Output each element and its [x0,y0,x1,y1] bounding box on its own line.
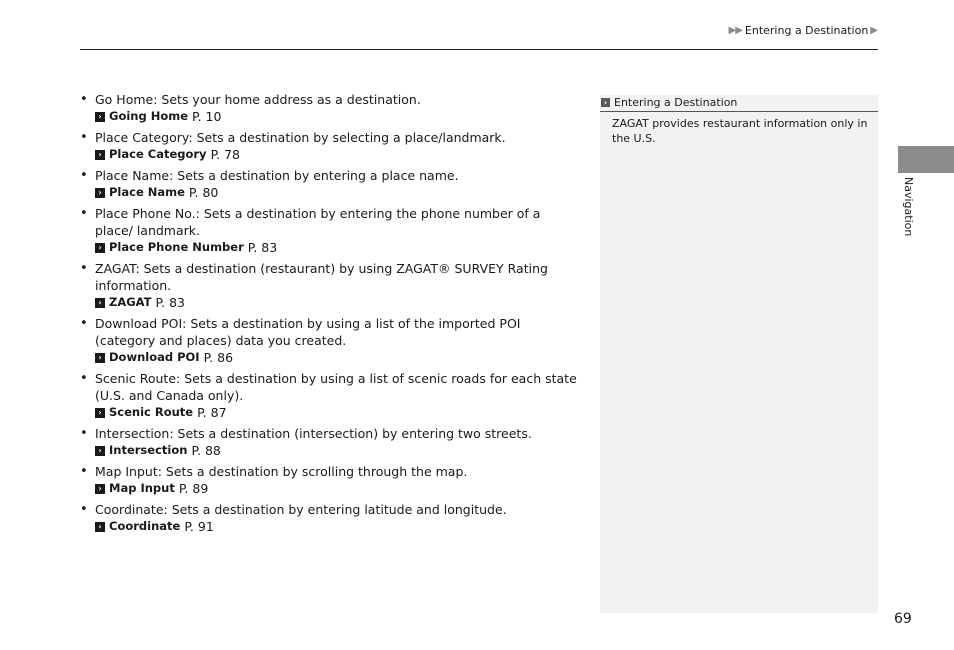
item-text: : Sets a destination by scrolling through the map. [157,464,468,479]
reference-arrow-icon: › [95,353,105,363]
item-description [95,463,580,480]
item-description [95,205,580,239]
bullet: • [80,130,88,145]
item-term: Download POI [95,316,183,331]
item-description [95,315,580,349]
cross-reference-link[interactable] [95,480,580,497]
breadcrumb [729,24,877,37]
cross-reference-link[interactable] [95,108,580,125]
reference-arrow-icon: › [95,188,105,198]
item-description [95,501,580,518]
sidebar-note-body: ZAGAT provides restaurant information only in the U.S. [612,117,868,145]
item-text: : Sets a destination by using a list of scenic roads for each state (U.S. and Canada only). [95,371,577,403]
reference-page: P. 87 [197,405,227,420]
section-tab-label: Navigation [902,177,915,237]
item-text: : Sets a destination by selecting a place/landmark. [188,130,506,145]
reference-page: P. 10 [192,109,222,124]
list-item [80,129,580,163]
reference-page: P. 83 [247,240,278,255]
triangle-right-icon: ▶▶ [728,25,742,36]
list-item [80,501,580,535]
item-description [95,260,580,294]
reference-title: Place Name [109,185,185,199]
list-item [80,205,580,256]
item-description [95,129,580,146]
bullet: • [80,168,88,183]
reference-arrow-icon: › [95,150,105,160]
list-item [80,370,580,421]
item-term: ZAGAT [95,261,136,276]
breadcrumb-text: Entering a Destination [744,24,869,37]
list-item [80,167,580,201]
bullet: • [80,261,88,276]
item-text: : Sets a destination by using a list of the imported POI (category and places) data you created. [95,316,521,348]
cross-reference-link[interactable] [95,239,580,256]
page-number: 69 [894,611,912,627]
reference-arrow-icon: › [95,522,105,532]
item-term: Scenic Route [95,371,177,386]
reference-title: Scenic Route [109,405,194,419]
item-text: : Sets a destination by entering latitude and longitude. [163,502,507,517]
reference-title: Coordinate [109,519,181,533]
list-item [80,260,580,311]
item-text: : Sets your home address as a destination. [153,92,421,107]
reference-title: Download POI [109,350,200,364]
bullet: • [80,464,88,479]
item-text: : Sets a destination by entering a place name. [169,168,459,183]
item-term: Place Category [95,130,189,145]
cross-reference-link[interactable] [95,518,580,535]
reference-title: Place Phone Number [109,240,244,254]
reference-page: P. 78 [210,147,241,162]
reference-arrow-icon: › [95,408,105,418]
item-term: Map Input [95,464,158,479]
cross-reference-link[interactable] [95,294,580,311]
reference-title: Intersection [109,443,188,457]
item-text: : Sets a destination (restaurant) by using ZAGAT® SURVEY Rating information. [95,261,548,293]
item-description [95,370,580,404]
reference-page: P. 86 [203,350,234,365]
sidebar-note-heading [600,95,878,112]
reference-arrow-icon: › [95,298,105,308]
cross-reference-link[interactable] [95,146,580,163]
item-term: Intersection [95,426,170,441]
reference-page: P. 88 [191,443,221,458]
reference-title: Place Category [109,147,207,161]
sidebar-note [600,95,878,613]
bullet: • [80,92,88,107]
section-tab [898,146,954,173]
triangle-right-icon: ▶ [870,25,877,36]
item-description [95,167,580,184]
bullet: • [80,426,88,441]
reference-arrow-icon: › [95,243,105,253]
item-term: Go Home [95,92,154,107]
item-term: Place Name [95,168,170,183]
cross-reference-link[interactable] [95,442,580,459]
bullet: • [80,371,88,386]
sidebar-note-title: Entering a Destination [614,96,738,109]
item-term: Place Phone No. [95,206,196,221]
item-text: : Sets a destination by entering the phone number of a place/ landmark. [95,206,541,238]
reference-page: P. 83 [155,295,185,310]
reference-arrow-icon: › [601,98,610,107]
bullet: • [80,316,88,331]
item-description [95,91,580,108]
reference-arrow-icon: › [95,112,105,122]
list-item [80,315,580,366]
reference-title: Map Input [109,481,175,495]
reference-arrow-icon: › [95,484,105,494]
bullet: • [80,502,88,517]
header-divider [80,49,878,50]
item-description [95,425,580,442]
reference-title: Going Home [109,109,189,123]
reference-arrow-icon: › [95,446,105,456]
reference-title: ZAGAT [109,295,152,309]
reference-page: P. 89 [178,481,209,496]
cross-reference-link[interactable] [95,349,580,366]
item-term: Coordinate [95,502,164,517]
reference-page: P. 91 [184,519,214,534]
cross-reference-link[interactable] [95,184,580,201]
bullet: • [80,206,88,221]
reference-page: P. 80 [188,185,219,200]
list-item [80,425,580,459]
list-item [80,463,580,497]
list-item [80,91,580,125]
cross-reference-link[interactable] [95,404,580,421]
destination-options-list [80,91,580,539]
item-text: : Sets a destination (intersection) by entering two streets. [169,426,532,441]
